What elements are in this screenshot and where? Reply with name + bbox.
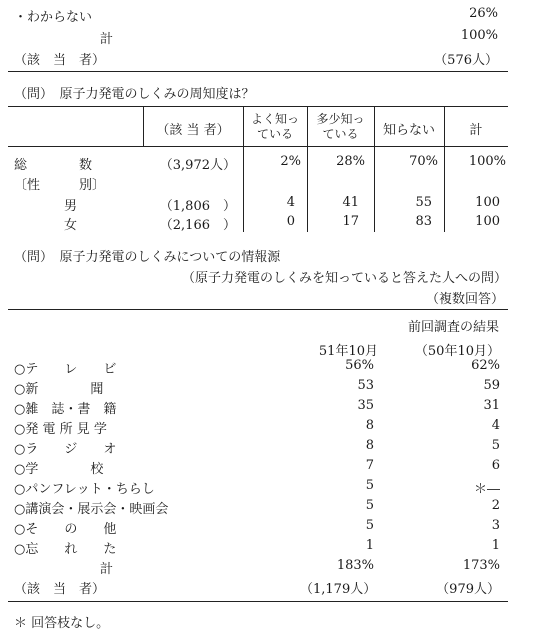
list-item-label: ○発 電 所 見 学 <box>14 422 107 437</box>
table-top-rule <box>8 309 508 310</box>
row-know-well: 0 <box>286 214 295 229</box>
header-total: 計 <box>469 123 483 138</box>
list-item-current: 5 <box>365 518 374 533</box>
list-item-current: 183% <box>336 558 374 573</box>
row-n-total: （3,972人） <box>159 158 236 173</box>
header-respondents: （該 当 者） <box>156 123 230 138</box>
row-label-female: 女 <box>64 218 78 233</box>
header-know-well-2: ている <box>256 127 293 141</box>
list-item-label: 計 <box>100 562 114 577</box>
table-bottom-rule <box>8 601 508 602</box>
row-total: 100% <box>468 154 506 169</box>
list-item-label: ○学 校 <box>14 462 104 477</box>
header-know-well-1: よく知っ <box>250 112 299 126</box>
list-item-label: （該 当 者） <box>14 582 106 597</box>
table-top-rule <box>8 106 508 107</box>
s1-label-total: 計 <box>100 32 114 47</box>
col-current: 51年10月 <box>318 344 378 359</box>
prev-survey-header: 前回調査の結果 <box>408 320 500 335</box>
list-item-label: ○テ レ ビ <box>14 362 117 377</box>
list-item-label: ○講演会・展示会・映画会 <box>14 502 169 517</box>
row-dont-know: 83 <box>415 214 432 229</box>
row-total: 100 <box>475 214 500 229</box>
row-dont-know: 55 <box>415 195 432 210</box>
list-item-current: 56% <box>345 358 374 373</box>
list-item-previous: 6 <box>491 458 500 473</box>
row-know-some: 28% <box>336 154 365 169</box>
row-label-total: 総 数 <box>14 158 93 173</box>
header-know-some-2: ている <box>322 127 359 141</box>
list-item-previous: ＊― <box>473 482 500 497</box>
list-item-previous: 3 <box>491 518 500 533</box>
list-item-previous: 2 <box>491 498 500 513</box>
row-know-some: 41 <box>342 195 359 210</box>
s1-label-unknown: ・わからない <box>14 10 93 25</box>
row-know-well: 2% <box>280 154 301 169</box>
row-label-male: 男 <box>64 199 78 214</box>
list-item-label: ○忘 れ た <box>14 542 117 557</box>
list-item-label: ○そ の 他 <box>14 522 117 537</box>
list-item-label: ○新 聞 <box>14 382 104 397</box>
s2-question: （問） 原子力発電のしくみの周知度は？ <box>14 87 255 102</box>
list-item-label: ○ラ ジ オ <box>14 442 117 457</box>
col-previous: （50年10月） <box>414 344 500 359</box>
row-n-male: （1,806 ） <box>159 199 236 214</box>
list-item-current: 5 <box>365 498 374 513</box>
row-total: 100 <box>475 195 500 210</box>
list-item-current: （1,179人） <box>300 582 377 597</box>
s3-subquestion: （原子力発電のしくみを知っていると答えた人への問） <box>182 271 508 286</box>
row-dont-know: 70% <box>409 154 438 169</box>
header-know-some-1: 多少知っ <box>316 112 365 126</box>
list-item-previous: 62% <box>471 358 500 373</box>
list-item-previous: 5 <box>491 438 500 453</box>
list-item-current: 7 <box>365 458 374 473</box>
header-dont-know: 知らない <box>382 123 435 138</box>
row-label-gender: 〔性 別〕 <box>14 178 106 193</box>
s1-label-respondents: （該 当 者） <box>14 53 106 68</box>
divider <box>8 71 508 72</box>
list-item-previous: 31 <box>483 398 500 413</box>
list-item-label: ○パンフレット・ちらし <box>14 482 155 497</box>
s3-question: （問） 原子力発電のしくみについての情報源 <box>14 250 281 265</box>
list-item-current: 8 <box>365 438 374 453</box>
row-n-female: （2,166 ） <box>159 218 236 233</box>
list-item-current: 8 <box>365 418 374 433</box>
list-item-current: 35 <box>357 398 374 413</box>
table-header-rule <box>8 146 508 147</box>
list-item-previous: 4 <box>491 418 500 433</box>
s1-value-unknown: 26% <box>469 6 498 21</box>
list-item-current: 5 <box>365 478 374 493</box>
s1-value-respondents: （576人） <box>434 53 498 68</box>
row-know-well: 4 <box>286 195 295 210</box>
footnote: ＊ 回答枝なし。 <box>14 616 110 631</box>
list-item-current: 53 <box>357 378 374 393</box>
s3-note: （複数回答） <box>425 292 504 307</box>
list-item-label: ○雑 誌・書 籍 <box>14 402 117 417</box>
row-know-some: 17 <box>342 214 359 229</box>
list-item-current: 1 <box>365 538 374 553</box>
list-item-previous: 173% <box>462 558 500 573</box>
s1-value-total: 100% <box>460 28 498 43</box>
list-item-previous: （979人） <box>436 582 500 597</box>
list-item-previous: 59 <box>483 378 500 393</box>
list-item-previous: 1 <box>491 538 500 553</box>
